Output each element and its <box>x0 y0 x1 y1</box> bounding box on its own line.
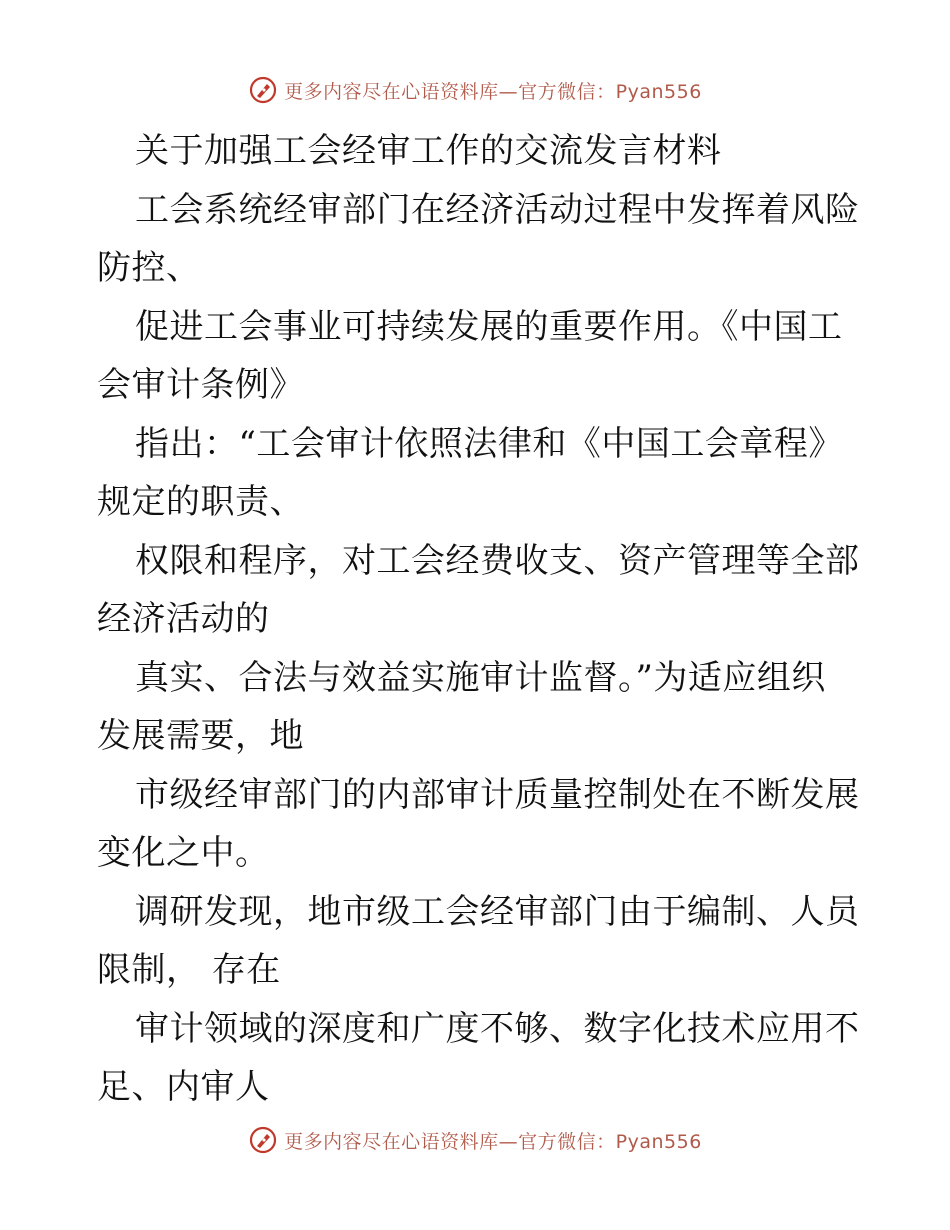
paragraph-line: 规定的职责、 <box>97 482 304 522</box>
footer-banner <box>0 1120 950 1160</box>
document-title: 关于加强工会经审工作的交流发言材料 <box>135 131 722 171</box>
document-body <box>97 122 860 1117</box>
paragraph-line: 发展需要，地 <box>97 716 304 756</box>
pen-nib-icon <box>248 1125 278 1155</box>
paragraph-line: 市级经审部门的内部审计质量控制处在不断发展 <box>135 774 860 815</box>
paragraph-line: 促进工会事业可持续发展的重要作用。《中国工 <box>135 306 843 347</box>
paragraph-line: 调研发现，地市级工会经审部门由于编制、人员 <box>135 891 860 932</box>
paragraph-line: 足、内审人 <box>97 1067 270 1107</box>
paragraph-line: 权限和程序，对工会经费收支、资产管理等全部 <box>135 540 860 581</box>
paragraph-line: 限制， 存在 <box>97 950 281 990</box>
paragraph-line: 指出：“工会审计依照法律和《中国工会章程》 <box>135 423 843 464</box>
paragraph-line: 防控、 <box>97 248 201 288</box>
paragraph-line: 真实、合法与效益实施审计监督。”为适应组织 <box>135 657 826 698</box>
paragraph-line: 变化之中。 <box>97 833 270 873</box>
paragraph-line: 工会系统经审部门在经济活动过程中发挥着风险 <box>135 189 860 230</box>
header-banner-text: 更多内容尽在心语资料库—官方微信：Pyan556 <box>284 80 702 103</box>
pen-nib-icon <box>248 75 278 105</box>
paragraph-line: 审计领域的深度和广度不够、数字化技术应用不 <box>135 1008 860 1049</box>
paragraph-line: 经济活动的 <box>97 599 270 639</box>
header-banner <box>0 70 950 110</box>
paragraph-line: 会审计条例》 <box>97 365 304 405</box>
footer-banner-text: 更多内容尽在心语资料库—官方微信：Pyan556 <box>284 1130 702 1153</box>
